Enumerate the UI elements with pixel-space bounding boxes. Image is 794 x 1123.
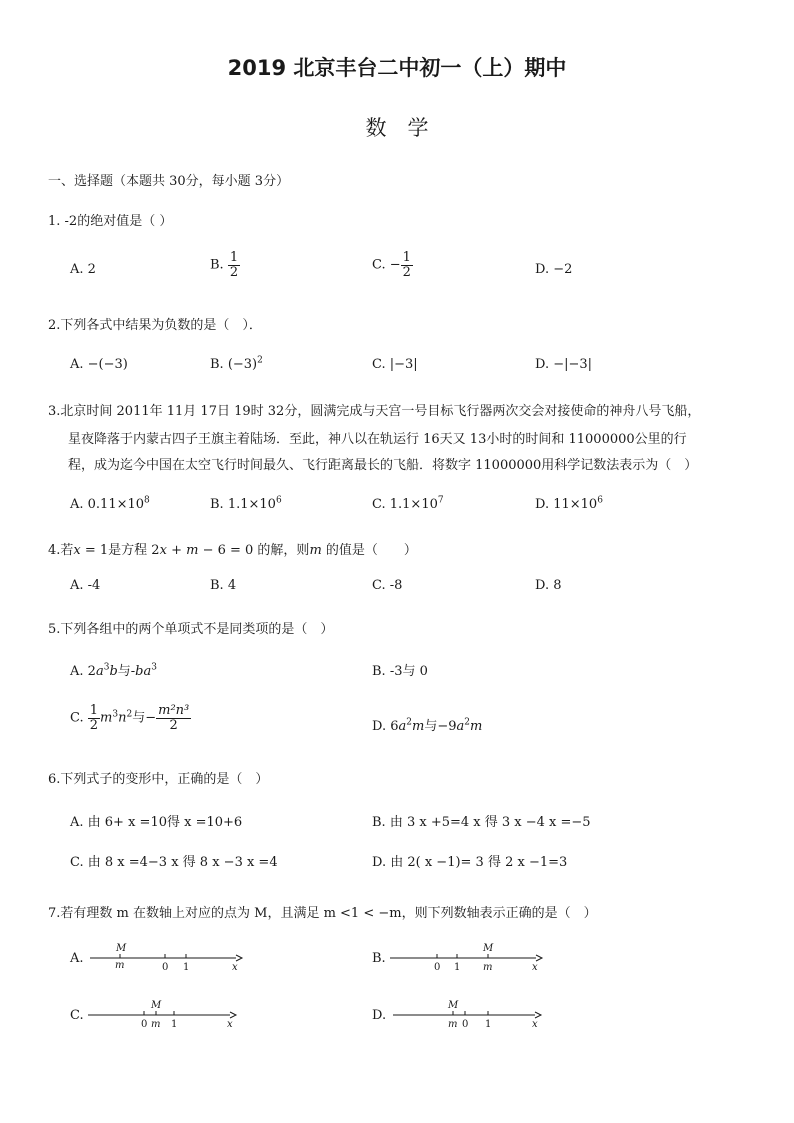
paper-subject: 数 学	[365, 116, 429, 140]
number-line-c	[88, 997, 248, 1031]
q2-option-c: C. |−3|	[372, 357, 418, 372]
q2-option-d: D. −|−3|	[535, 357, 593, 372]
svg-text:1: 1	[454, 962, 461, 973]
svg-text:x: x	[227, 1019, 233, 1030]
svg-text:0: 0	[434, 962, 441, 973]
q2-option-a: A. −(−3)	[70, 357, 128, 372]
q2-option-b: B. $(-3)^2$	[210, 355, 263, 372]
q6-option-b: B. 由 3 x +5=4 x 得 3 x −4 x =−5	[372, 815, 591, 830]
number-line-b	[390, 940, 550, 974]
svg-text:m: m	[483, 962, 493, 973]
fraction: $\frac{1}{2}$	[229, 250, 239, 280]
q5-option-a: A. $2a^3b$与$-ba^3$	[70, 662, 157, 679]
q3-stem-line2: 星夜降落于内蒙古四子王旗主着陆场．至此，神八以在轨运行 16天又 13小时的时间和 11000000公里的行	[68, 432, 687, 447]
q6-option-c: C. 由 8 x =4−3 x 得 8 x −3 x =4	[70, 855, 278, 870]
svg-text:x: x	[232, 962, 238, 973]
q4-option-b: B. 4	[210, 578, 237, 593]
svg-text:1: 1	[183, 962, 190, 973]
paper-title: 2019 北京丰台二中初一（上）期中	[227, 56, 567, 80]
svg-text:0: 0	[162, 962, 169, 973]
svg-text:m: m	[115, 960, 125, 971]
q7-stem: 7.若有理数 m 在数轴上对应的点为 M，且满足 m <1 < −m，则下列数轴表示正确的是（ ）	[48, 906, 597, 921]
fraction: $\frac{\text{m²n³}}{2}$	[158, 703, 190, 733]
q5-option-c: C. $\frac{1}{2}$ $m^3n^2$与− $\frac{\text{m²n³}}{2}$	[70, 703, 190, 733]
number-line-a	[90, 940, 250, 974]
q6-option-d: D. 由 2( x −1)= 3 得 2 x −1=3	[372, 855, 568, 870]
q1-option-c: C. − $\frac{1}{2}$	[372, 250, 411, 280]
q7-option-b: B.	[372, 951, 386, 966]
svg-text:m: m	[151, 1019, 161, 1030]
q6-stem: 6.下列式子的变形中，正确的是（ ）	[48, 772, 269, 787]
q6-option-a: A. 由 6+ x =10得 x =10+6	[70, 815, 243, 830]
section-title: 一、选择题（本题共 30分，每小题 3分）	[48, 174, 290, 189]
svg-text:M: M	[483, 943, 494, 954]
q2-stem: 2.下列各式中结果为负数的是（ ）．	[48, 318, 262, 333]
q5-stem: 5.下列各组中的两个单项式不是同类项的是（ ）	[48, 622, 334, 637]
svg-text:0: 0	[462, 1019, 469, 1030]
q3-stem-line1: 3.北京时间 2011年 11月 17日 19时 32分，圆满完成与天宫一号目标飞行器两次交会对接使命的神舟八号飞船，	[48, 404, 701, 419]
q1-stem: 1. -2的绝对值是（ ）	[48, 214, 173, 229]
svg-text:M: M	[448, 1000, 459, 1011]
q5-option-b: B. -3与 0	[372, 664, 428, 679]
q1-option-d: D. −2	[535, 262, 573, 277]
q4-option-d: D. 8	[535, 578, 562, 593]
q3-option-a: A. $0.11\times 10^8$	[70, 495, 150, 512]
q7-option-d: D.	[372, 1008, 387, 1023]
svg-text:1: 1	[485, 1019, 492, 1030]
fraction: $\frac{1}{2}$	[89, 703, 99, 733]
number-line-d	[393, 997, 553, 1031]
q3-stem-line3: 程，成为迄今中国在太空飞行时间最久、飞行距离最长的飞船．将数字 11000000用科学记数法表示为（ ）	[68, 458, 698, 473]
svg-text:x: x	[532, 1019, 538, 1030]
svg-text:1: 1	[171, 1019, 178, 1030]
svg-text:m: m	[448, 1019, 458, 1030]
svg-text:0: 0	[141, 1019, 148, 1030]
q4-stem: 4.若x = 1是方程 2x + m − 6 = 0 的解，则m 的值是（ ）	[48, 543, 417, 558]
q5-option-d: D. $6a^2m$与$-9a^2m$	[372, 717, 483, 734]
q7-option-c: C.	[70, 1008, 84, 1023]
svg-text:M: M	[116, 943, 127, 954]
q3-option-b: B. $1.1\times 10^6$	[210, 495, 282, 512]
svg-text:x: x	[532, 962, 538, 973]
q3-option-d: D. $11\times 10^6$	[535, 495, 603, 512]
q4-option-c: C. -8	[372, 578, 403, 593]
q3-option-c: C. $1.1\times 10^7$	[372, 495, 444, 512]
q4-option-a: A. -4	[70, 578, 101, 593]
q1-option-a: A. 2	[70, 262, 96, 277]
svg-text:M: M	[151, 1000, 162, 1011]
q1-option-b: B. $\frac{1}{2}$	[210, 250, 239, 280]
q7-option-a: A.	[70, 951, 84, 966]
fraction: $\frac{1}{2}$	[402, 250, 411, 280]
